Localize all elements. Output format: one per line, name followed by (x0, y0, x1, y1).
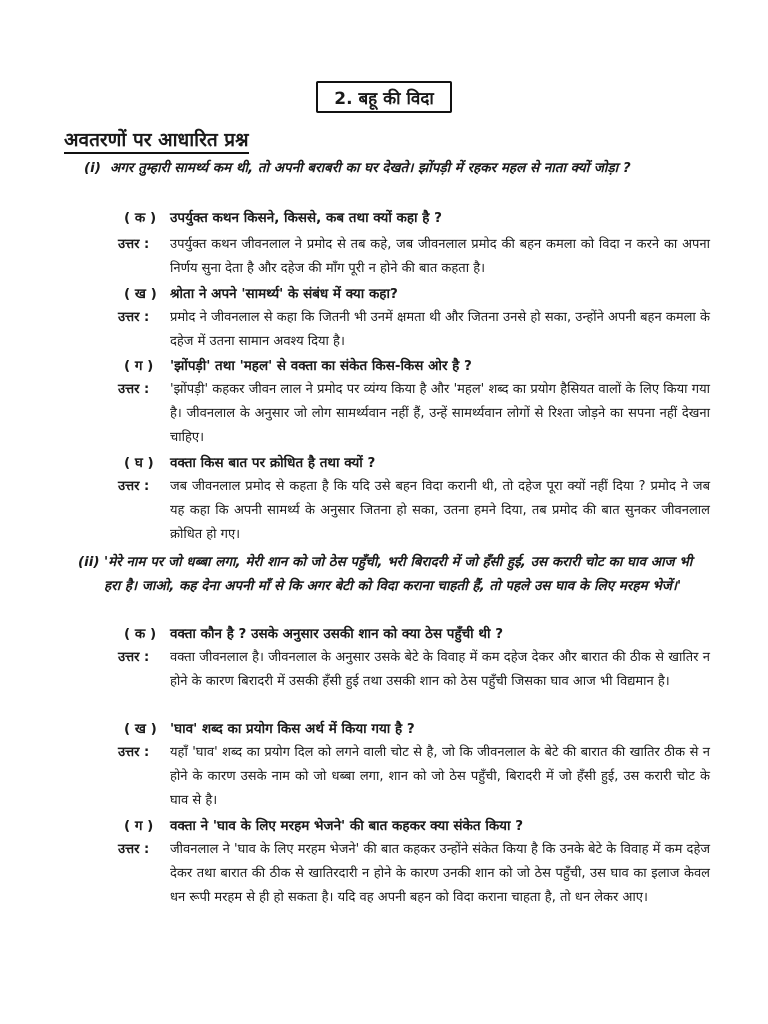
answer-label: उत्तर : (118, 745, 150, 760)
question-2 (78, 550, 710, 598)
sub-question-label: ( घ ) (124, 455, 154, 471)
sub-question-text: वक्ता ने 'घाव के लिए मरहम भेजने' की बात कहकर क्या संकेत किया ? (170, 818, 524, 834)
sub-question (124, 452, 710, 474)
sub-question-text: उपर्युक्त कथन किसने, किससे, कब तथा क्यों कहा है ? (170, 210, 442, 226)
question-text: 'मेरे नाम पर जो धब्बा लगा, मेरी शान को जो ठेस पहुँची, भरी बिरादरी में जो हँसी हुई, उस करारी चोट का घाव आज भी हरा है। जाओ, कह देना अपनी माँ से कि अगर बेटी को विदा कराना चाहती हैं, तो पहले उस घाव के लिए मरहम भेजें।' (104, 554, 693, 594)
sub-question-text: श्रोता ने अपने 'सामर्थ्य' के संबंध में क्या कहा? (170, 286, 398, 302)
sub-question-text: वक्ता कौन है ? उसके अनुसार उसकी शान को क्या ठेस पहुँची थी ? (170, 626, 504, 642)
section-heading: अवतरणों पर आधारित प्रश्न (64, 126, 249, 152)
answer-label: उत्तर : (118, 310, 150, 325)
answer-label: उत्तर : (118, 382, 150, 397)
question-number: (ii) (78, 554, 100, 570)
sub-question-label: ( क ) (124, 626, 157, 642)
answer-label: उत्तर : (118, 237, 150, 252)
answer-text: जब जीवनलाल प्रमोद से कहता है कि यदि उसे बहन विदा करानी थी, तो दहेज पूरा क्यों नहीं दिया ? प्रमोद ने जब यह कहा कि अपनी सामर्थ्य के अनुसार जितना हो सका, उतना हमने दिया, तब प्रमोद की बात सुनकर जीवनलाल क्रोधित हो गए। (170, 479, 710, 542)
sub-question-label: ( ख ) (124, 721, 157, 737)
sub-question-text: 'झोंपड़ी' तथा 'महल' से वक्ता का संकेत किस-किस ओर है ? (170, 358, 472, 374)
answer-label: उत्तर : (118, 650, 150, 665)
sub-question-text: 'घाव' शब्द का प्रयोग किस अर्थ में किया गया है ? (170, 721, 415, 737)
sub-question (124, 283, 710, 305)
answer-text: 'झोंपड़ी' कहकर जीवन लाल ने प्रमोद पर व्यंग्य किया है और 'महल' शब्द का प्रयोग हैसियत वालों के लिए किया गया है। जीवनलाल के अनुसार जो लोग सामर्थ्यवान नहीं हैं, उन्हें सामर्थ्यवान लोगों से रिश्ता जोड़ने का सपना नहीं देखना चाहिए। (170, 382, 710, 445)
chapter-title: 2. बहू की विदा (316, 81, 452, 113)
sub-question-label: ( ग ) (124, 358, 154, 374)
answer-label: उत्तर : (118, 479, 150, 494)
answer (118, 475, 710, 547)
answer-text: वक्ता जीवनलाल है। जीवनलाल के अनुसार उसके बेटे के विवाह में कम दहेज देकर और बारात की ठीक से खातिर न होने के कारण बिरादरी में उसकी हँसी हुई तथा उसकी शान को ठेस पहुँची जिसका घाव आज भी विद्यमान है। (170, 650, 710, 689)
answer-label: उत्तर : (118, 842, 150, 857)
sub-question-label: ( ख ) (124, 286, 157, 302)
question-number: (i) (84, 160, 101, 176)
answer (118, 378, 710, 450)
sub-question-label: ( ग ) (124, 818, 154, 834)
answer (118, 306, 710, 354)
answer-text: उपर्युक्त कथन जीवनलाल ने प्रमोद से तब कहे, जब जीवनलाल प्रमोद की बहन कमला को विदा न करने का अपना निर्णय सुना देता है और दहेज की माँग पूरी न होने की बात कहता है। (170, 237, 710, 276)
answer-text: यहाँ 'घाव' शब्द का प्रयोग दिल को लगने वाली चोट से है, जो कि जीवनलाल के बेटे की बारात की खातिर ठीक से न होने के कारण उसके नाम को जो धब्बा लगा, शान को जो ठेस पहुँची, बिरादरी में जो हँसी हुई, उस करारी चोट के घाव से है। (170, 745, 710, 808)
answer (118, 646, 710, 694)
question-1 (84, 156, 710, 180)
sub-question (124, 623, 710, 645)
sub-question (124, 815, 710, 837)
sub-question-label: ( क ) (124, 210, 157, 226)
answer (118, 741, 710, 813)
answer (118, 233, 710, 281)
sub-question (124, 207, 710, 229)
answer (118, 838, 710, 910)
sub-question (124, 718, 710, 740)
answer-text: प्रमोद ने जीवनलाल से कहा कि जितनी भी उनमें क्षमता थी और जितना उनसे हो सका, उन्होंने अपनी बहन कमला के दहेज में उतना सामान अवश्य दिया है। (170, 310, 710, 349)
answer-text: जीवनलाल ने 'घाव के लिए मरहम भेजने' की बात कहकर उन्होंने संकेत किया है कि उनके बेटे के विवाह में कम दहेज देकर तथा बारात की ठीक से खातिरदारी न होने के कारण उनकी शान को जो ठेस पहुँची, उस घाव का इलाज केवल धन रूपी मरहम से ही हो सकता है। यदि वह अपनी बहन को विदा कराना चाहता है, तो धन लेकर आए। (170, 842, 710, 905)
sub-question-text: वक्ता किस बात पर क्रोधित है तथा क्यों ? (170, 455, 376, 471)
question-text: अगर तुम्हारी सामर्थ्य कम थी, तो अपनी बराबरी का घर देखते। झोंपड़ी में रहकर महल से नाता क्यों जोड़ा ? (110, 160, 631, 176)
sub-question (124, 355, 710, 377)
